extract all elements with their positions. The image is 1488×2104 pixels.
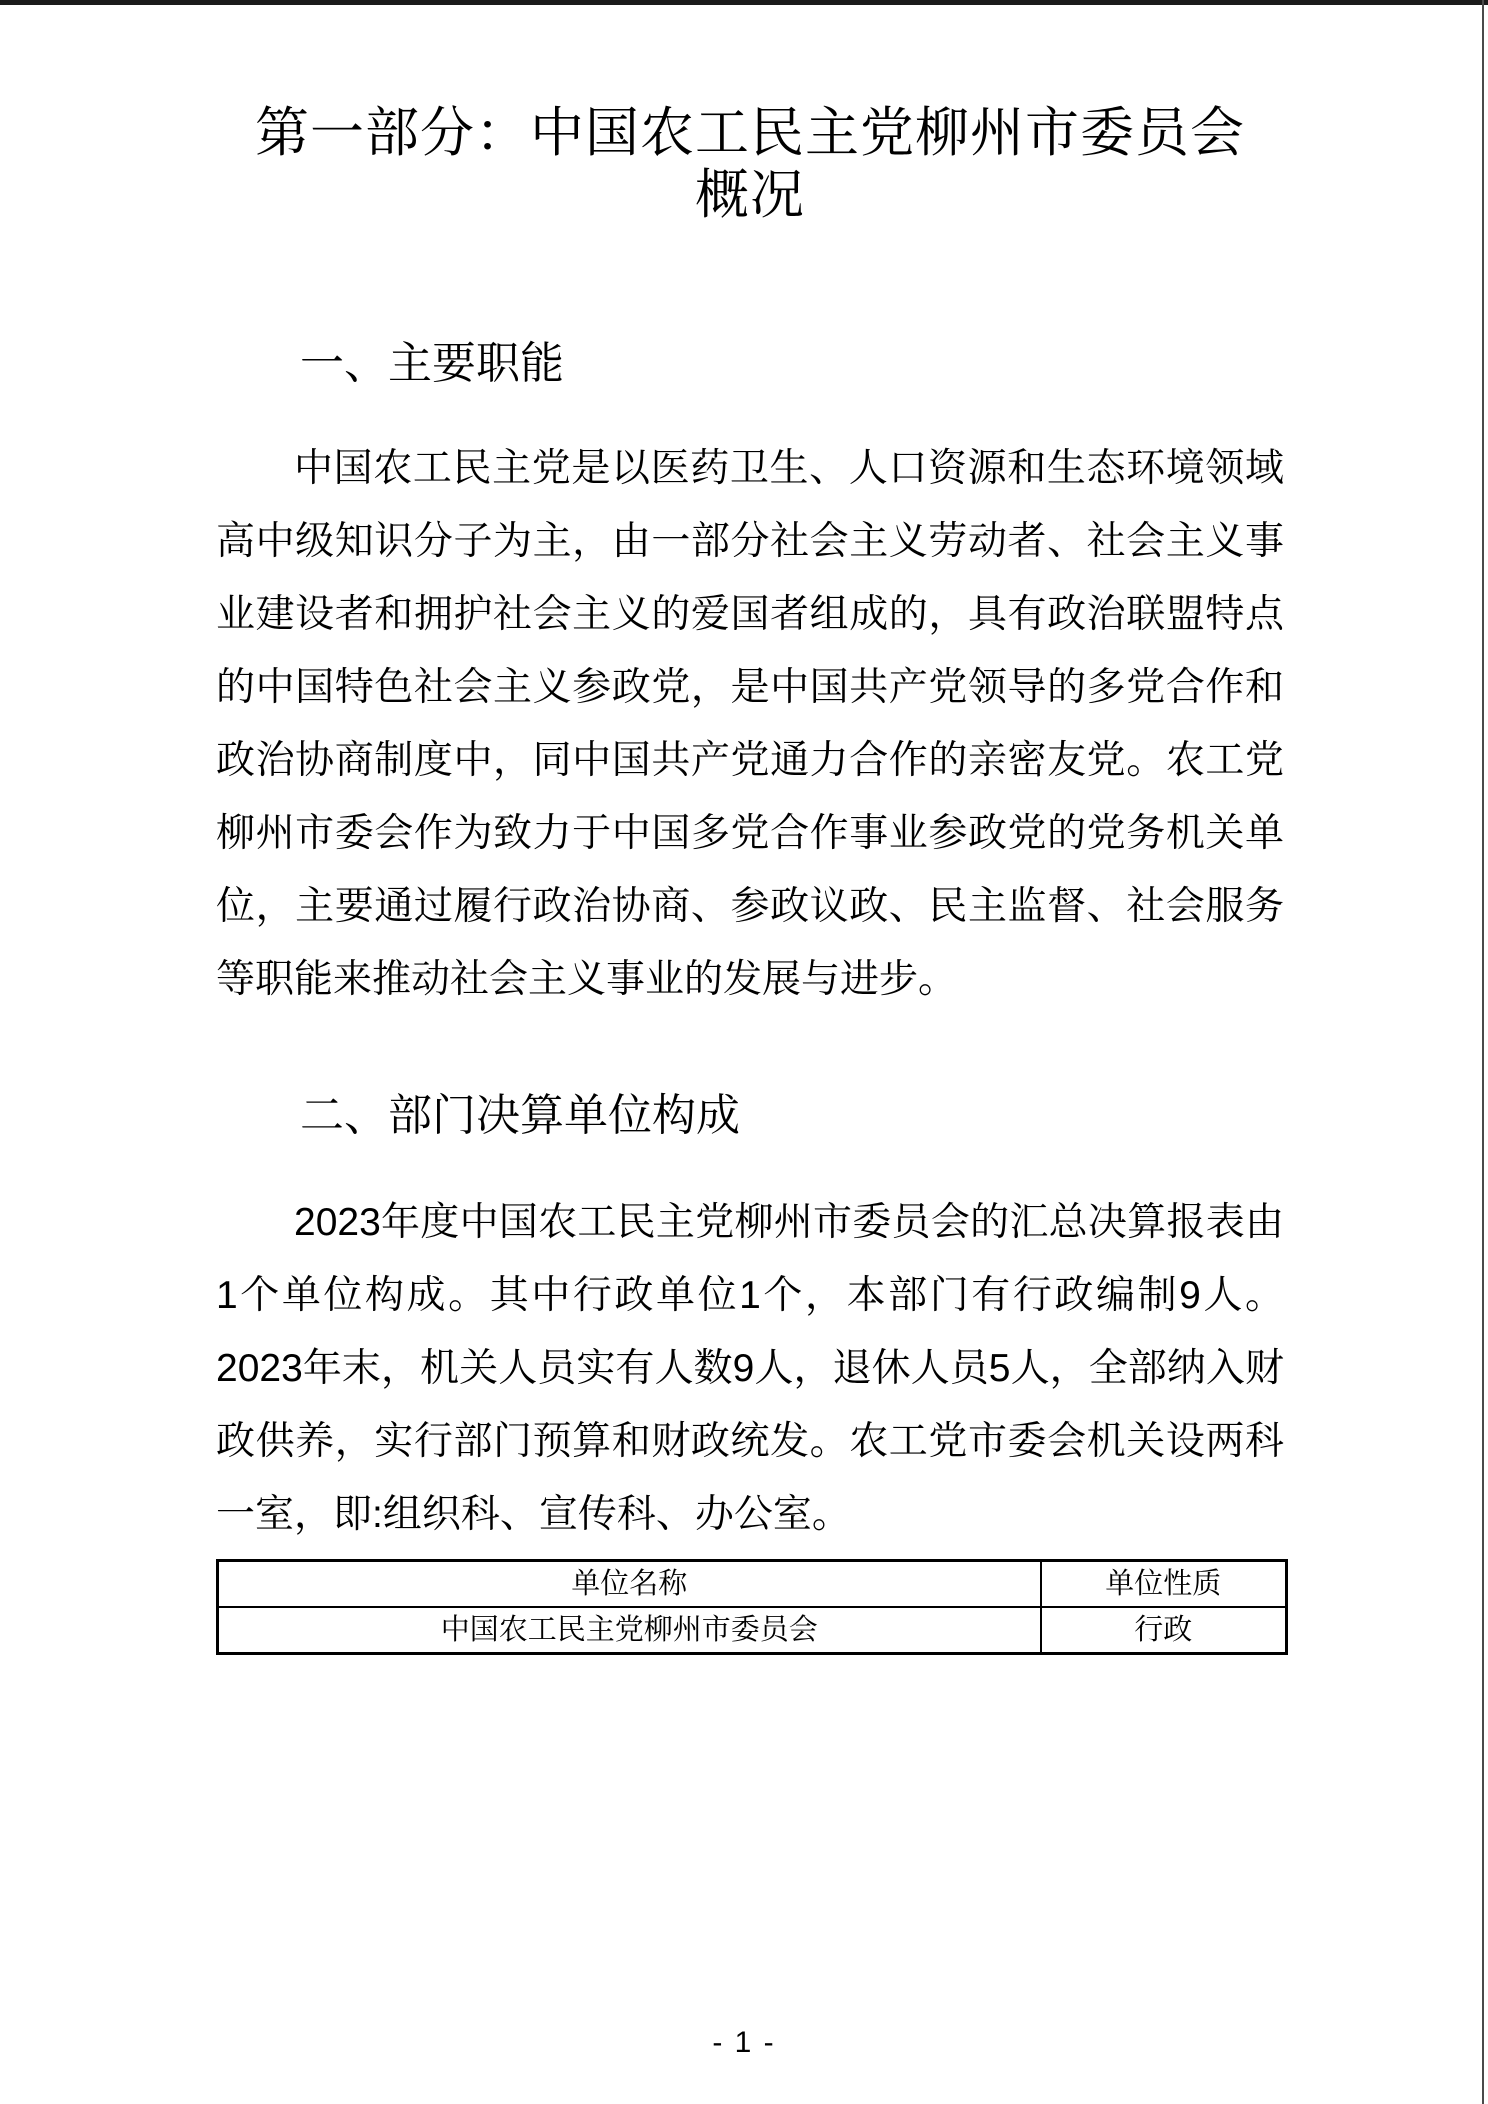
right-edge-line — [1482, 0, 1484, 2104]
units-table-header-row — [218, 1561, 1287, 1608]
column-header-unit-name: 单位名称 — [218, 1561, 1041, 1608]
units-table — [216, 1559, 1288, 1655]
column-header-unit-type: 单位性质 — [1041, 1561, 1287, 1608]
section-paragraph-main-functions: 中国农工民主党是以医药卫生、人口资源和生态环境领域高中级知识分子为主，由一部分社会主义劳动者、社会主义事业建设者和拥护社会主义的爱国者组成的，具有政治联盟特点的中国特色社会主义参政党，是中国共产党领导的多党合作和政治协商制度中，同中国共产党通力合作的亲密友党。农工党柳州市委会作为致力于中国多党合作事业参政党的党务机关单位，主要通过履行政治协商、参政议政、民主监督、社会服务等职能来推动社会主义事业的发展与进步。 — [216, 447, 1284, 1001]
section-paragraph-unit-composition: 2023年度中国农工民主党柳州市委员会的汇总决算报表由1个单位构成。其中行政单位1个，本部门有行政编制9人。2023年末，机关人员实有人数9人，退休人员5人，全部纳入财政供养，实行部门预算和财政统发。农工党市委会机关设两科一室，即:组织科、宣传科、办公室。 — [216, 1201, 1284, 1536]
section-heading-unit-composition: 二、部门决算单位构成 — [300, 1091, 740, 1140]
document-title: 第一部分：中国农工民主党柳州市委员会概况 — [255, 103, 1245, 225]
section-heading-main-functions: 一、主要职能 — [300, 339, 564, 388]
document-content — [216, 0, 1284, 1655]
units-table-data-row — [218, 1607, 1287, 1654]
cell-unit-type: 行政 — [1041, 1607, 1287, 1654]
cell-unit-name: 中国农工民主党柳州市委员会 — [218, 1607, 1041, 1654]
page-number: - 1 - — [712, 2026, 776, 2059]
